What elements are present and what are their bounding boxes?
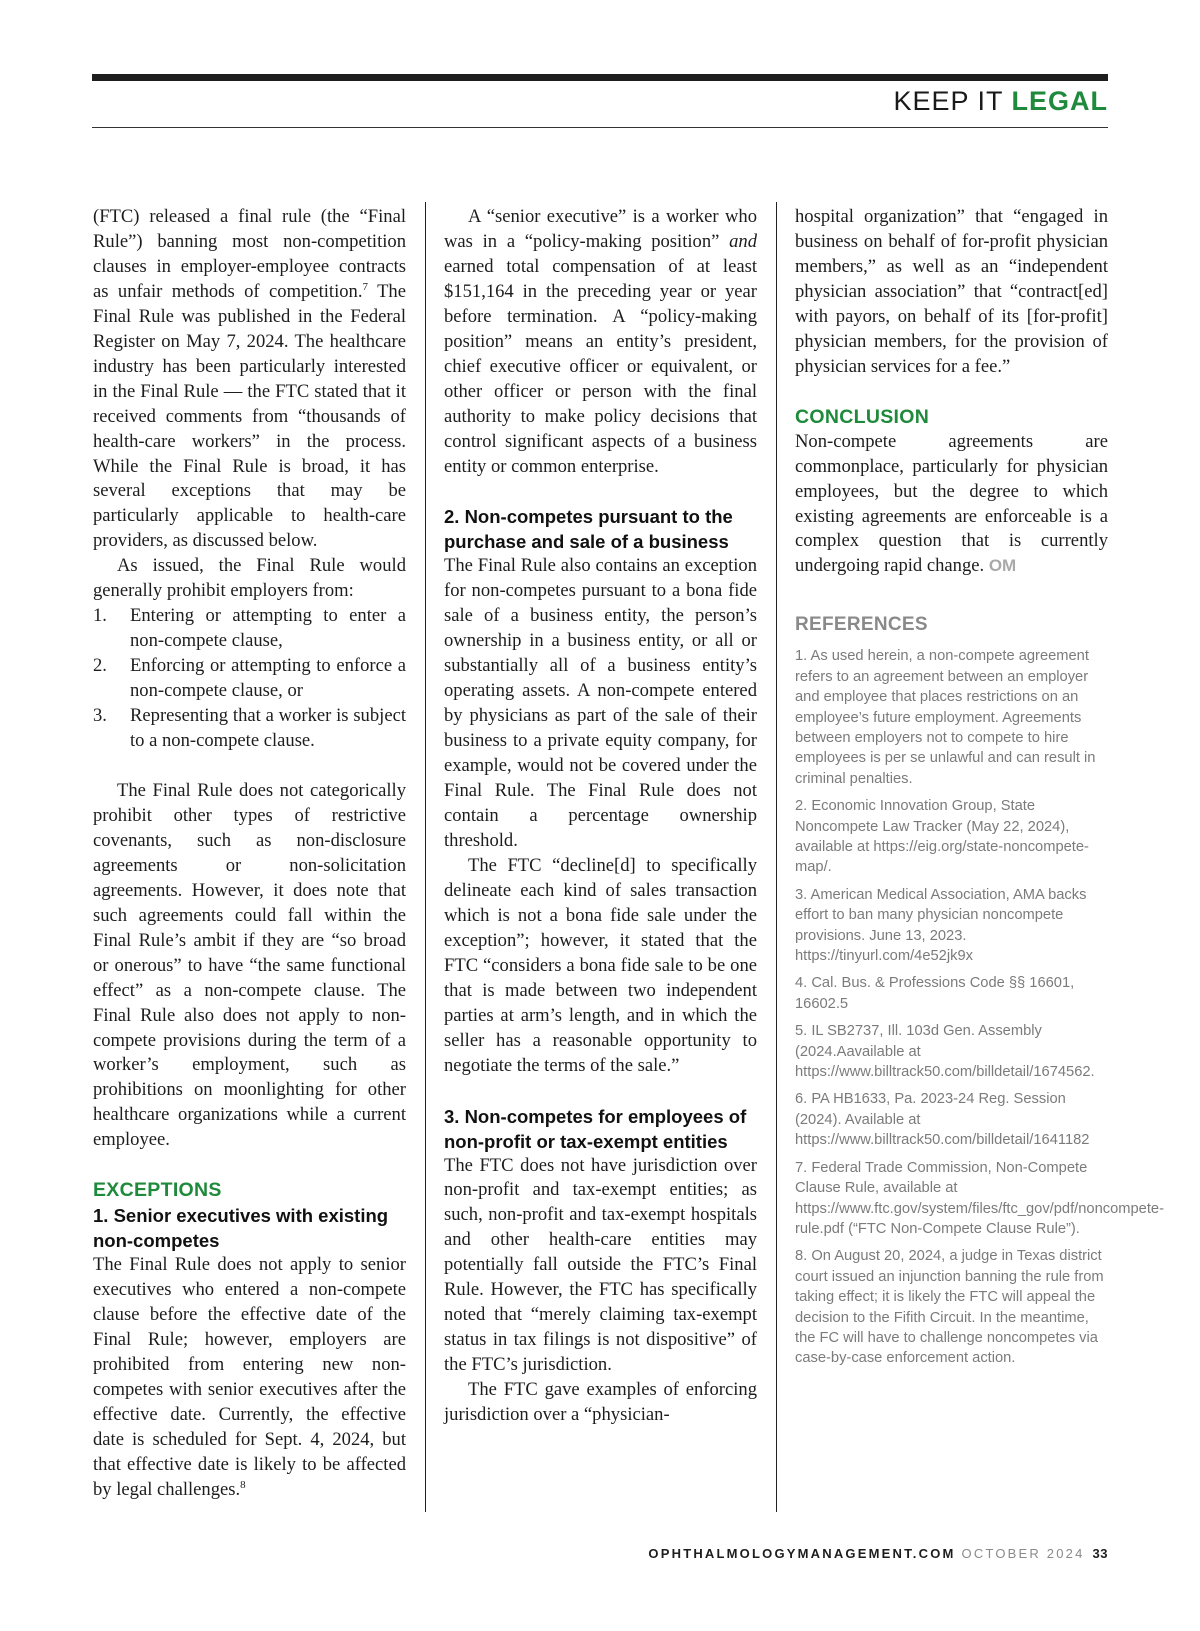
list-number: 3.	[93, 705, 107, 727]
paragraph: As issued, the Final Rule would generally prohibit employers from:	[93, 555, 406, 602]
text: The Final Rule was published in the Federal Register on May 7, 2024. The healthcare industry has been particularly interested in the Final Rule — the FTC stated that it received comments from “thousands of health-care workers” in the process. While the Final Rule is broad, it has several exceptions that may be particularly applicable to health-care providers, as discussed below.	[93, 280, 406, 552]
subheading: 3. Non-competes for employees of non-profit or tax-exempt entities	[444, 1105, 747, 1152]
paragraph	[93, 1253, 406, 1503]
reference-item: 8. On August 20, 2024, a judge in Texas district court issued an injunction banning the rule from taking effect; it is likely the FTC will appeal the decision to the Fifith Circuit. In the meantime, the FC will have to challenge noncompetes via case-by-case enforcement action.	[795, 1248, 1104, 1367]
header-prefix: KEEP IT	[893, 86, 1012, 116]
header-accent: LEGAL	[1011, 86, 1108, 116]
reference-item: 2. Economic Innovation Group, State Noncompete Law Tracker (May 22, 2024), available at https://eig.org/state-noncompete-map/.	[795, 798, 1089, 876]
references-list	[795, 646, 1164, 1368]
end-mark: OM	[988, 556, 1017, 576]
text: A “senior executive” is a worker who was in a “policy-making position”	[444, 206, 757, 252]
paragraph: The FTC gave examples of enforcing jurisdiction over a “physician-	[444, 1379, 757, 1426]
list-text: Representing that a worker is subject to a non-compete clause.	[130, 705, 406, 752]
footer-date: OCTOBER 2024	[961, 1546, 1085, 1561]
subheading: 1. Senior executives with existing non-competes	[93, 1205, 389, 1252]
text: (FTC) released a final rule (the “Final Rule”) banning most non-competition clauses in employer-employee contracts as unfair methods of competition.	[93, 206, 406, 302]
list-item	[93, 604, 406, 654]
paragraph	[93, 205, 406, 554]
paragraph	[795, 430, 1108, 580]
list-text: Entering or attempting to enter a non-compete clause,	[130, 605, 406, 652]
italic-text: and	[729, 230, 757, 252]
footer-site: OPHTHALMOLOGYMANAGEMENT.COM	[648, 1546, 956, 1561]
column-3	[795, 205, 1164, 1376]
paragraph: The FTC “decline[d] to specifically delineate each kind of sales transaction which is not a bona fide sale under the exception”; however, it stated that the FTC “considers a bona fide sale to be one that is made between two independent parties at arm’s length, and in which the seller has a reasonable opportunity to negotiate the terms of the sale.”	[444, 854, 757, 1076]
text: Non-compete agreements are commonplace, particularly for physician employees, but the degree to which existing agreements are enforceable is a complex question that is currently undergoing rapid change.	[795, 430, 1108, 577]
reference-item: 5. IL SB2737, Ill. 103d Gen. Assembly (2024.Aavailable at https://www.billtrack50.com/billdetail/1674562.	[795, 1023, 1095, 1081]
column-divider-2	[776, 202, 777, 1512]
paragraph	[444, 205, 757, 479]
footnote-ref: 7	[362, 280, 368, 293]
references-heading: REFERENCES	[795, 614, 928, 636]
page-footer	[648, 1546, 1108, 1561]
list-number: 2.	[93, 655, 107, 677]
footnote-ref: 8	[240, 1478, 246, 1491]
reference-item: 4. Cal. Bus. & Professions Code §§ 16601, 16602.5	[795, 975, 1075, 1012]
section-header	[92, 86, 1108, 128]
reference-item: 1. As used herein, a non-compete agreement refers to an agreement between an employer and employee that places restrictions on an employee’s future employment. Agreements between employers not to compete to hire employees is per se unlawful and can result in criminal penalties.	[795, 648, 1096, 787]
text: The Final Rule does not apply to senior executives who entered a non-compete clause before the effective date of the Final Rule; however, employers are prohibited from entering new non-competes with senior executives after the effective date. Currently, the effective date is scheduled for Sept. 4, 2024, but that effective date is likely to be affected by legal challenges.	[93, 1254, 406, 1500]
reference-item: 6. PA HB1633, Pa. 2023-24 Reg. Session (2024). Available at https://www.billtrack50.com/billdetail/1641182	[795, 1091, 1090, 1149]
column-2	[444, 205, 757, 1428]
reference-item: 7. Federal Trade Commission, Non-Compete Clause Rule, available at https://www.ftc.gov/system/files/ftc_gov/pdf/noncompete-rule.pdf (“FTC Non-Compete Clause Rule”).	[795, 1159, 1164, 1237]
text: earned total compensation of at least $151,164 in the preceding year or year before termination. A “policy-making position” means an entity’s president, chief executive officer or equivalent, or other officer or person with the final authority to make policy decisions that control significant aspects of a business entity or common enterprise.	[444, 255, 757, 477]
paragraph: hospital organization” that “engaged in business on behalf of for-profit physician members,” as well as an “independent physician association” that “contract[ed] with payors, on behalf of its [for-profit] physician members, for the provision of physician services for a fee.”	[795, 206, 1108, 377]
list-number: 1.	[93, 605, 107, 627]
paragraph: The Final Rule also contains an exception for non-competes pursuant to a bona fide sale of a business entity, the person’s ownership in a business entity, or all or substantially all of a business entity’s operating assets. A non-compete entered by physicians as part of the sale of their business to a private equity company, for example, would not be covered under the Final Rule. The Final Rule does not contain a percentage ownership threshold.	[444, 555, 757, 851]
column-divider-1	[425, 202, 426, 1512]
top-rule	[92, 74, 1108, 81]
page-number: 33	[1092, 1546, 1108, 1561]
column-1	[93, 205, 406, 1503]
conclusion-heading: CONCLUSION	[795, 405, 930, 428]
list-item	[93, 704, 406, 754]
header-rule	[92, 127, 1108, 128]
reference-item: 3. American Medical Association, AMA backs effort to ban many physician noncompete provisions. June 13, 2023. https://tinyurl.com/4e52jk9x	[795, 886, 1087, 965]
paragraph: The Final Rule does not categorically prohibit other types of restrictive covenants, such as non-disclosure agreements or non-solicitation agreements. However, it does note that such agreements could fall within the Final Rule’s ambit if they are “so broad or onerous” to have “the same functional effect” as a non-compete clause. The Final Rule also does not apply to non-compete provisions during the term of a worker’s employment, such as prohibitions on moonlighting for other healthcare organizations while a current employee.	[93, 779, 406, 1151]
list-item	[93, 654, 406, 704]
list-text: Enforcing or attempting to enforce a non-compete clause, or	[130, 655, 406, 702]
prohibition-list	[93, 604, 406, 754]
paragraph: The FTC does not have jurisdiction over non-profit and tax-exempt entities; as such, non-profit and tax-exempt hospitals and other health-care entities may potentially fall outside the FTC’s Final Rule. However, the FTC has specifically noted that “merely claiming tax-exempt status in tax filings is not dispositive” of the FTC’s jurisdiction.	[444, 1154, 757, 1376]
subheading: 2. Non-competes pursuant to the purchase and sale of a business	[444, 506, 733, 553]
exceptions-heading: EXCEPTIONS	[93, 1179, 222, 1202]
